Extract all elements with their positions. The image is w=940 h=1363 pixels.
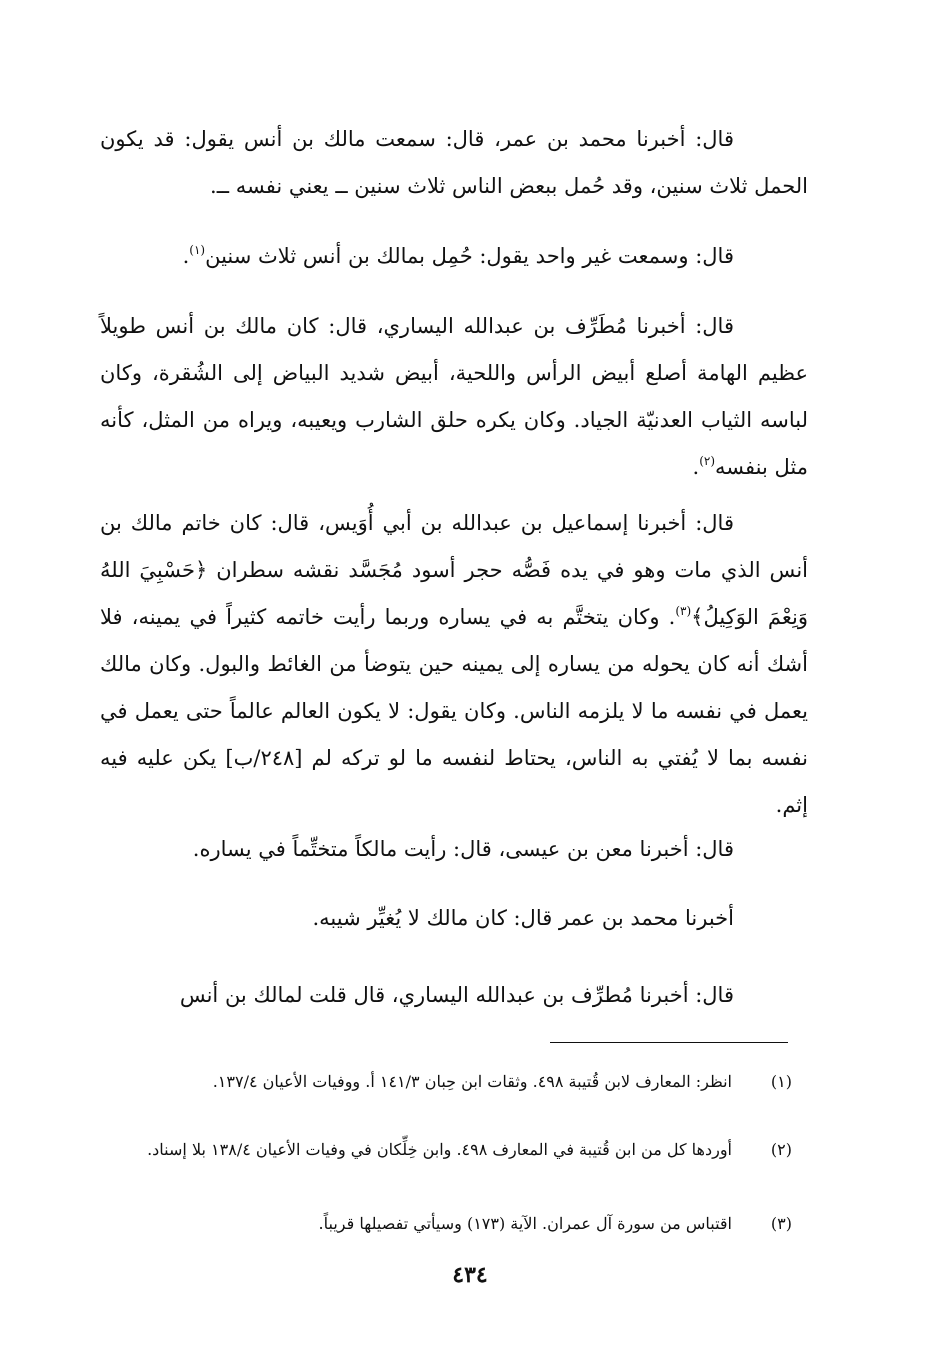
paragraph-3 bbox=[100, 303, 808, 491]
paragraph-4-tail: . وكان يتختَّم به في يساره وربما رأيت خاتمه كثيراً في يمينه، فلا أشك أنه كان يحوله من يساره إلى يمينه حين يتوضأ من الغائط والبول. وكان مالك يعمل في نفسه ما لا يلزمه الناس. وكان يقول: لا يكون العالم عالماً حتى يعمل في نفسه بما لا يُفتي به الناس، يحتاط لنفسه ما لو تركه لم [٢٤٨/ب] يكن عليه فيه إثم. bbox=[100, 605, 808, 817]
footnote-3 bbox=[98, 1208, 792, 1240]
paragraph-3-text: قال: أخبرنا مُطَرِّف بن عبدالله اليساري، قال: كان مالك بن أنس طويلاً عظيم الهامة أصلع أبيض الرأس واللحية، أبيض شديد البياض إلى الشُقرة، وكان لباسه الثياب العدنيّة الجياد. وكان يكره حلق الشارب ويعيبه، ويراه من المثل، كأنه مثل بنفسه bbox=[100, 314, 808, 479]
paragraph-3-tail: . bbox=[692, 455, 700, 479]
paragraph-2-text: قال: وسمعت غير واحد يقول: حُمِل بمالك بن أنس ثلاث سنين bbox=[205, 244, 734, 268]
footnote-ref-1[interactable]: (١) bbox=[189, 243, 206, 257]
footnote-ref-2[interactable]: (٢) bbox=[699, 454, 716, 468]
paragraph-6-text: أخبرنا محمد بن عمر قال: كان مالك لا يُغيِّر شيبه. bbox=[312, 906, 734, 930]
paragraph-2 bbox=[100, 233, 808, 280]
footnote-1 bbox=[98, 1066, 792, 1098]
paragraph-2-tail: . bbox=[182, 244, 190, 268]
paragraph-6 bbox=[100, 895, 808, 942]
paragraph-1 bbox=[100, 116, 808, 210]
footnote-3-text: اقتباس من سورة آل عمران. الآية (١٧٣) وسيأتي تفصيلها قريباً. bbox=[318, 1214, 732, 1233]
footnote-2-number: (٢) bbox=[770, 1140, 792, 1159]
paragraph-7 bbox=[100, 972, 808, 1019]
footnote-1-text: انظر: المعارف لابن قُتيبة ٤٩٨. وثقات ابن حِبان ١٤١/٣ أ. ووفيات الأعيان ١٣٧/٤. bbox=[212, 1072, 732, 1091]
footnote-3-number: (٣) bbox=[770, 1214, 792, 1233]
paragraph-7-text: قال: أخبرنا مُطرِّف بن عبدالله اليساري، قال قلت لمالك بن أنس bbox=[179, 983, 734, 1007]
paragraph-1-text: قال: أخبرنا محمد بن عمر، قال: سمعت مالك بن أنس يقول: قد يكون الحمل ثلاث سنين، وقد حُمل ببعض الناس ثلاث سنين ــ يعني نفسه ــ. bbox=[100, 127, 808, 198]
paragraph-5-text: قال: أخبرنا معن بن عيسى، قال: رأيت مالكاً متختِّماً في يساره. bbox=[192, 837, 734, 861]
page-number: ٤٣٤ bbox=[452, 1262, 488, 1288]
paragraph-4 bbox=[100, 500, 808, 829]
paragraph-4-text: قال: أخبرنا إسماعيل بن عبدالله بن أبي أُوَيس، قال: كان خاتم مالك بن أنس الذي مات وهو في يده فَصُّه حجر أسود مُجَسَّد نقشه سطران ﴿حَسْبِيَ اللهُ وَنِعْمَ الوَكِيلُ﴾ bbox=[100, 511, 808, 629]
footnote-2-text: أوردها كل من ابن قُتيبة في المعارف ٤٩٨. وابن خِلِّكان في وفيات الأعيان ١٣٨/٤ بلا إسناد. bbox=[147, 1140, 732, 1159]
paragraph-5 bbox=[100, 826, 808, 873]
footnote-ref-3[interactable]: (٣) bbox=[675, 604, 692, 618]
footnote-2 bbox=[98, 1134, 792, 1166]
footnote-divider bbox=[550, 1042, 788, 1043]
footnote-1-number: (١) bbox=[770, 1072, 792, 1091]
